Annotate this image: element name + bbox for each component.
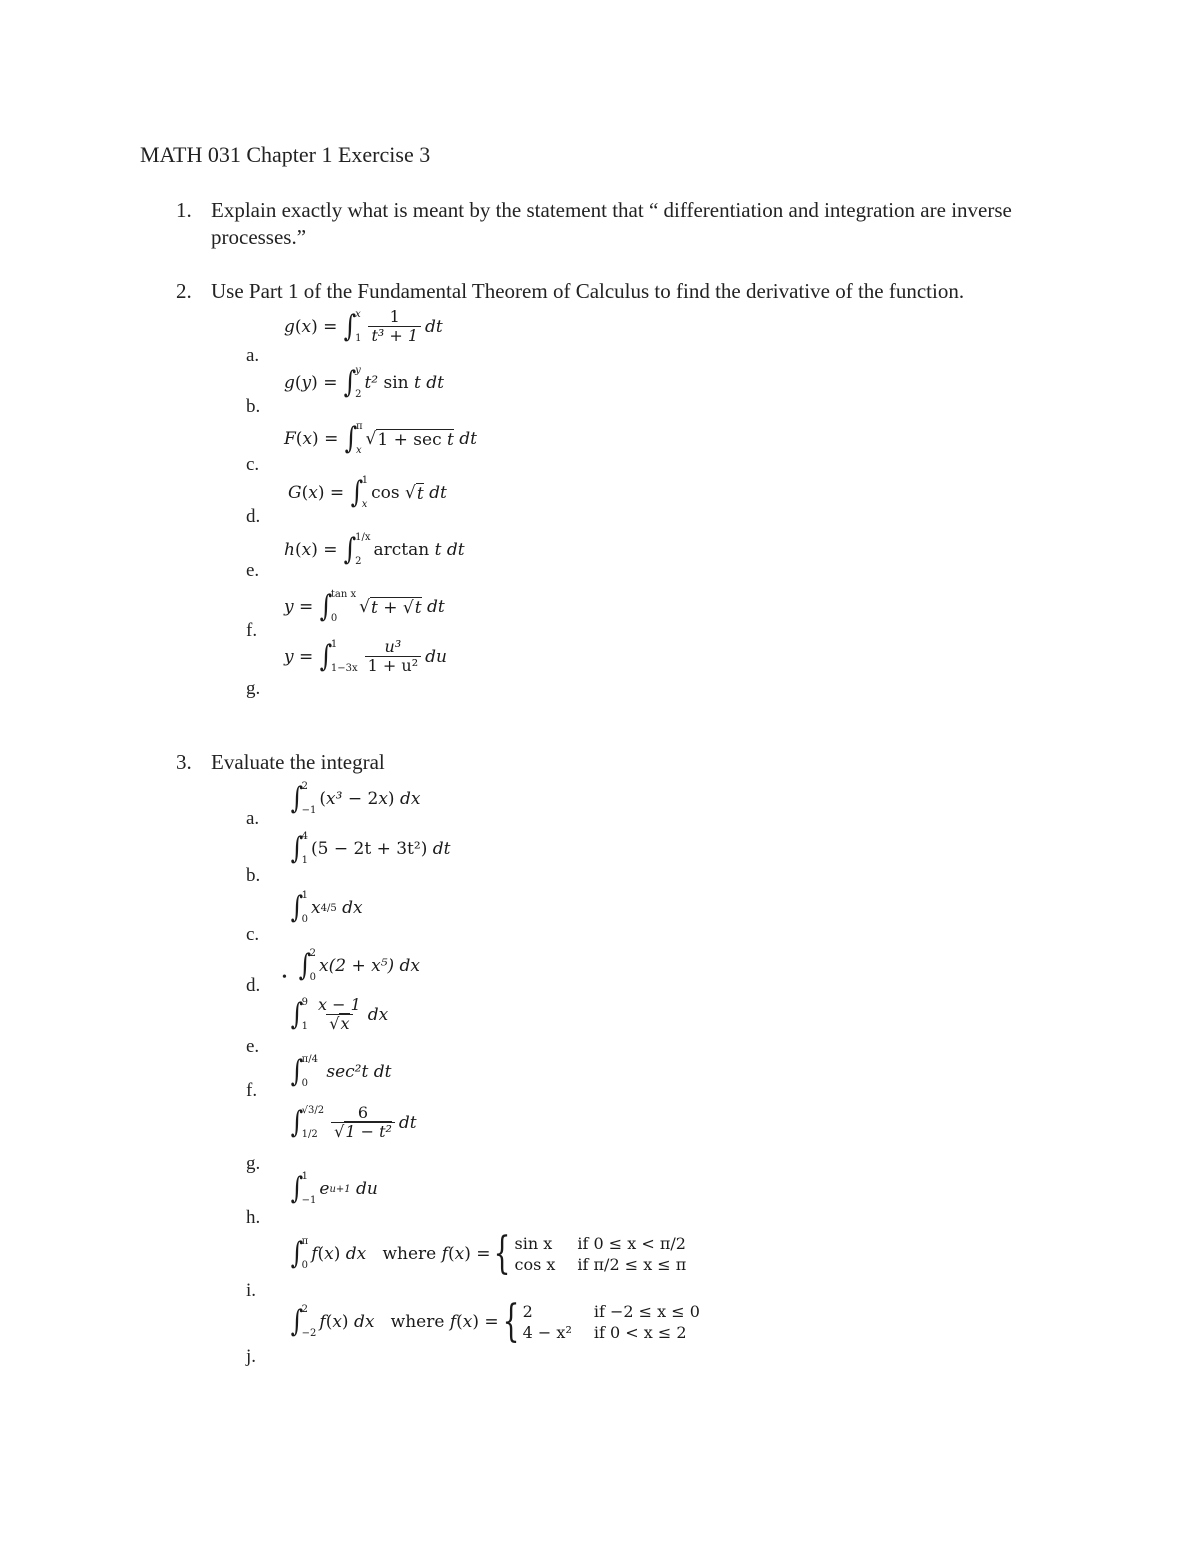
q2-item-a-formula: g ( x ) = ∫ x 1 $\frac{1}{\text{t³ + 1}}$ dt	[284, 307, 443, 346]
question-2-text: Use Part 1 of the Fundamental Theorem of Calculus to find the derivative of the function.	[211, 279, 965, 303]
q3-item-i-letter: i.	[246, 1280, 257, 1301]
q3-item-e-letter: e.	[246, 1036, 260, 1057]
q2-item-f-letter: f.	[246, 620, 258, 641]
q3-item-c-letter: c.	[246, 924, 260, 945]
q2-item-e-formula: h ( x ) = ∫ 1/x 2 arctan t dt	[284, 532, 465, 567]
q3-item-b-formula: ∫ 4 1 ( 5 − 2t + 3t² ) dt	[290, 831, 451, 866]
stray-bullet: •	[282, 970, 287, 985]
q3-item-a-letter: a.	[246, 808, 260, 829]
question-1-number: 1.	[176, 198, 192, 222]
q3-item-c-formula: ∫ 1 0 x 4/5 dx	[290, 890, 363, 925]
q2-item-c-letter: c.	[246, 454, 260, 475]
q2-item-b-letter: b.	[246, 396, 261, 417]
q2-item-c-formula: F ( x ) = ∫ π x √ 1 + sec t dt	[284, 421, 477, 456]
q2-item-a-letter: a.	[246, 345, 260, 366]
question-2-number: 2.	[176, 279, 192, 303]
q3-item-f-formula: ∫ π/4 0 sec²t dt	[290, 1054, 392, 1089]
question-3-number: 3.	[176, 750, 192, 774]
q3-item-e-formula: ∫ 9 1 $\frac{x - 1}{√x}$ dx	[290, 995, 389, 1034]
q3-item-g-formula: ∫ √3/2 1/2 $\frac{6}{\text{√1 − t²}}$ dt	[290, 1103, 417, 1142]
q2-item-d-letter: d.	[246, 506, 261, 527]
q3-item-h-formula: ∫ 1 −1 e u+1 du	[290, 1171, 378, 1206]
question-1-text: Explain exactly what is meant by the statement that “ differentiation and integration are inverse processes.”	[211, 198, 1012, 249]
q3-item-d-formula: ∫ 2 0 x(2 + x⁵) dx	[298, 948, 421, 983]
q3-item-f-letter: f.	[246, 1080, 258, 1101]
page-title: MATH 031 Chapter 1 Exercise 3	[140, 142, 431, 167]
q3-item-a-formula: ∫ 2 −1 ( x³ − 2 x ) dx	[290, 781, 421, 816]
q2-item-e-letter: e.	[246, 560, 260, 581]
q2-item-d-formula: G ( x ) = ∫ 1 x cos √ t dt	[288, 475, 447, 510]
q3-item-h-letter: h.	[246, 1207, 261, 1228]
q3-item-j-letter: j.	[246, 1346, 257, 1367]
q3-item-b-letter: b.	[246, 865, 261, 886]
question-3-text: Evaluate the integral	[211, 750, 385, 774]
q3-item-i-formula: ∫ π 0 f ( x ) dx where f ( x ) = { sin x if 0 ≤ x < π/2 cos x if π/2 ≤ x ≤ π	[290, 1228, 687, 1279]
q2-item-g-letter: g.	[246, 678, 261, 699]
q2-item-g-formula: y = ∫ 1 1−3x $\frac{\text{u³}}{\text{1 + u²}}$ du	[284, 637, 447, 676]
q2-item-f-formula: y = ∫ tan x 0 √ t + √t dt	[284, 589, 445, 624]
q3-item-d-letter: d.	[246, 975, 261, 996]
q2-item-b-formula: g ( y ) = ∫ y 2 t² sin t dt	[284, 365, 445, 400]
q3-item-j-formula: ∫ 2 −2 f ( x ) dx where f ( x ) = { 2 if −2 ≤ x ≤ 0 4 − x² if 0 < x ≤ 2	[290, 1296, 700, 1347]
q3-item-g-letter: g.	[246, 1153, 261, 1174]
